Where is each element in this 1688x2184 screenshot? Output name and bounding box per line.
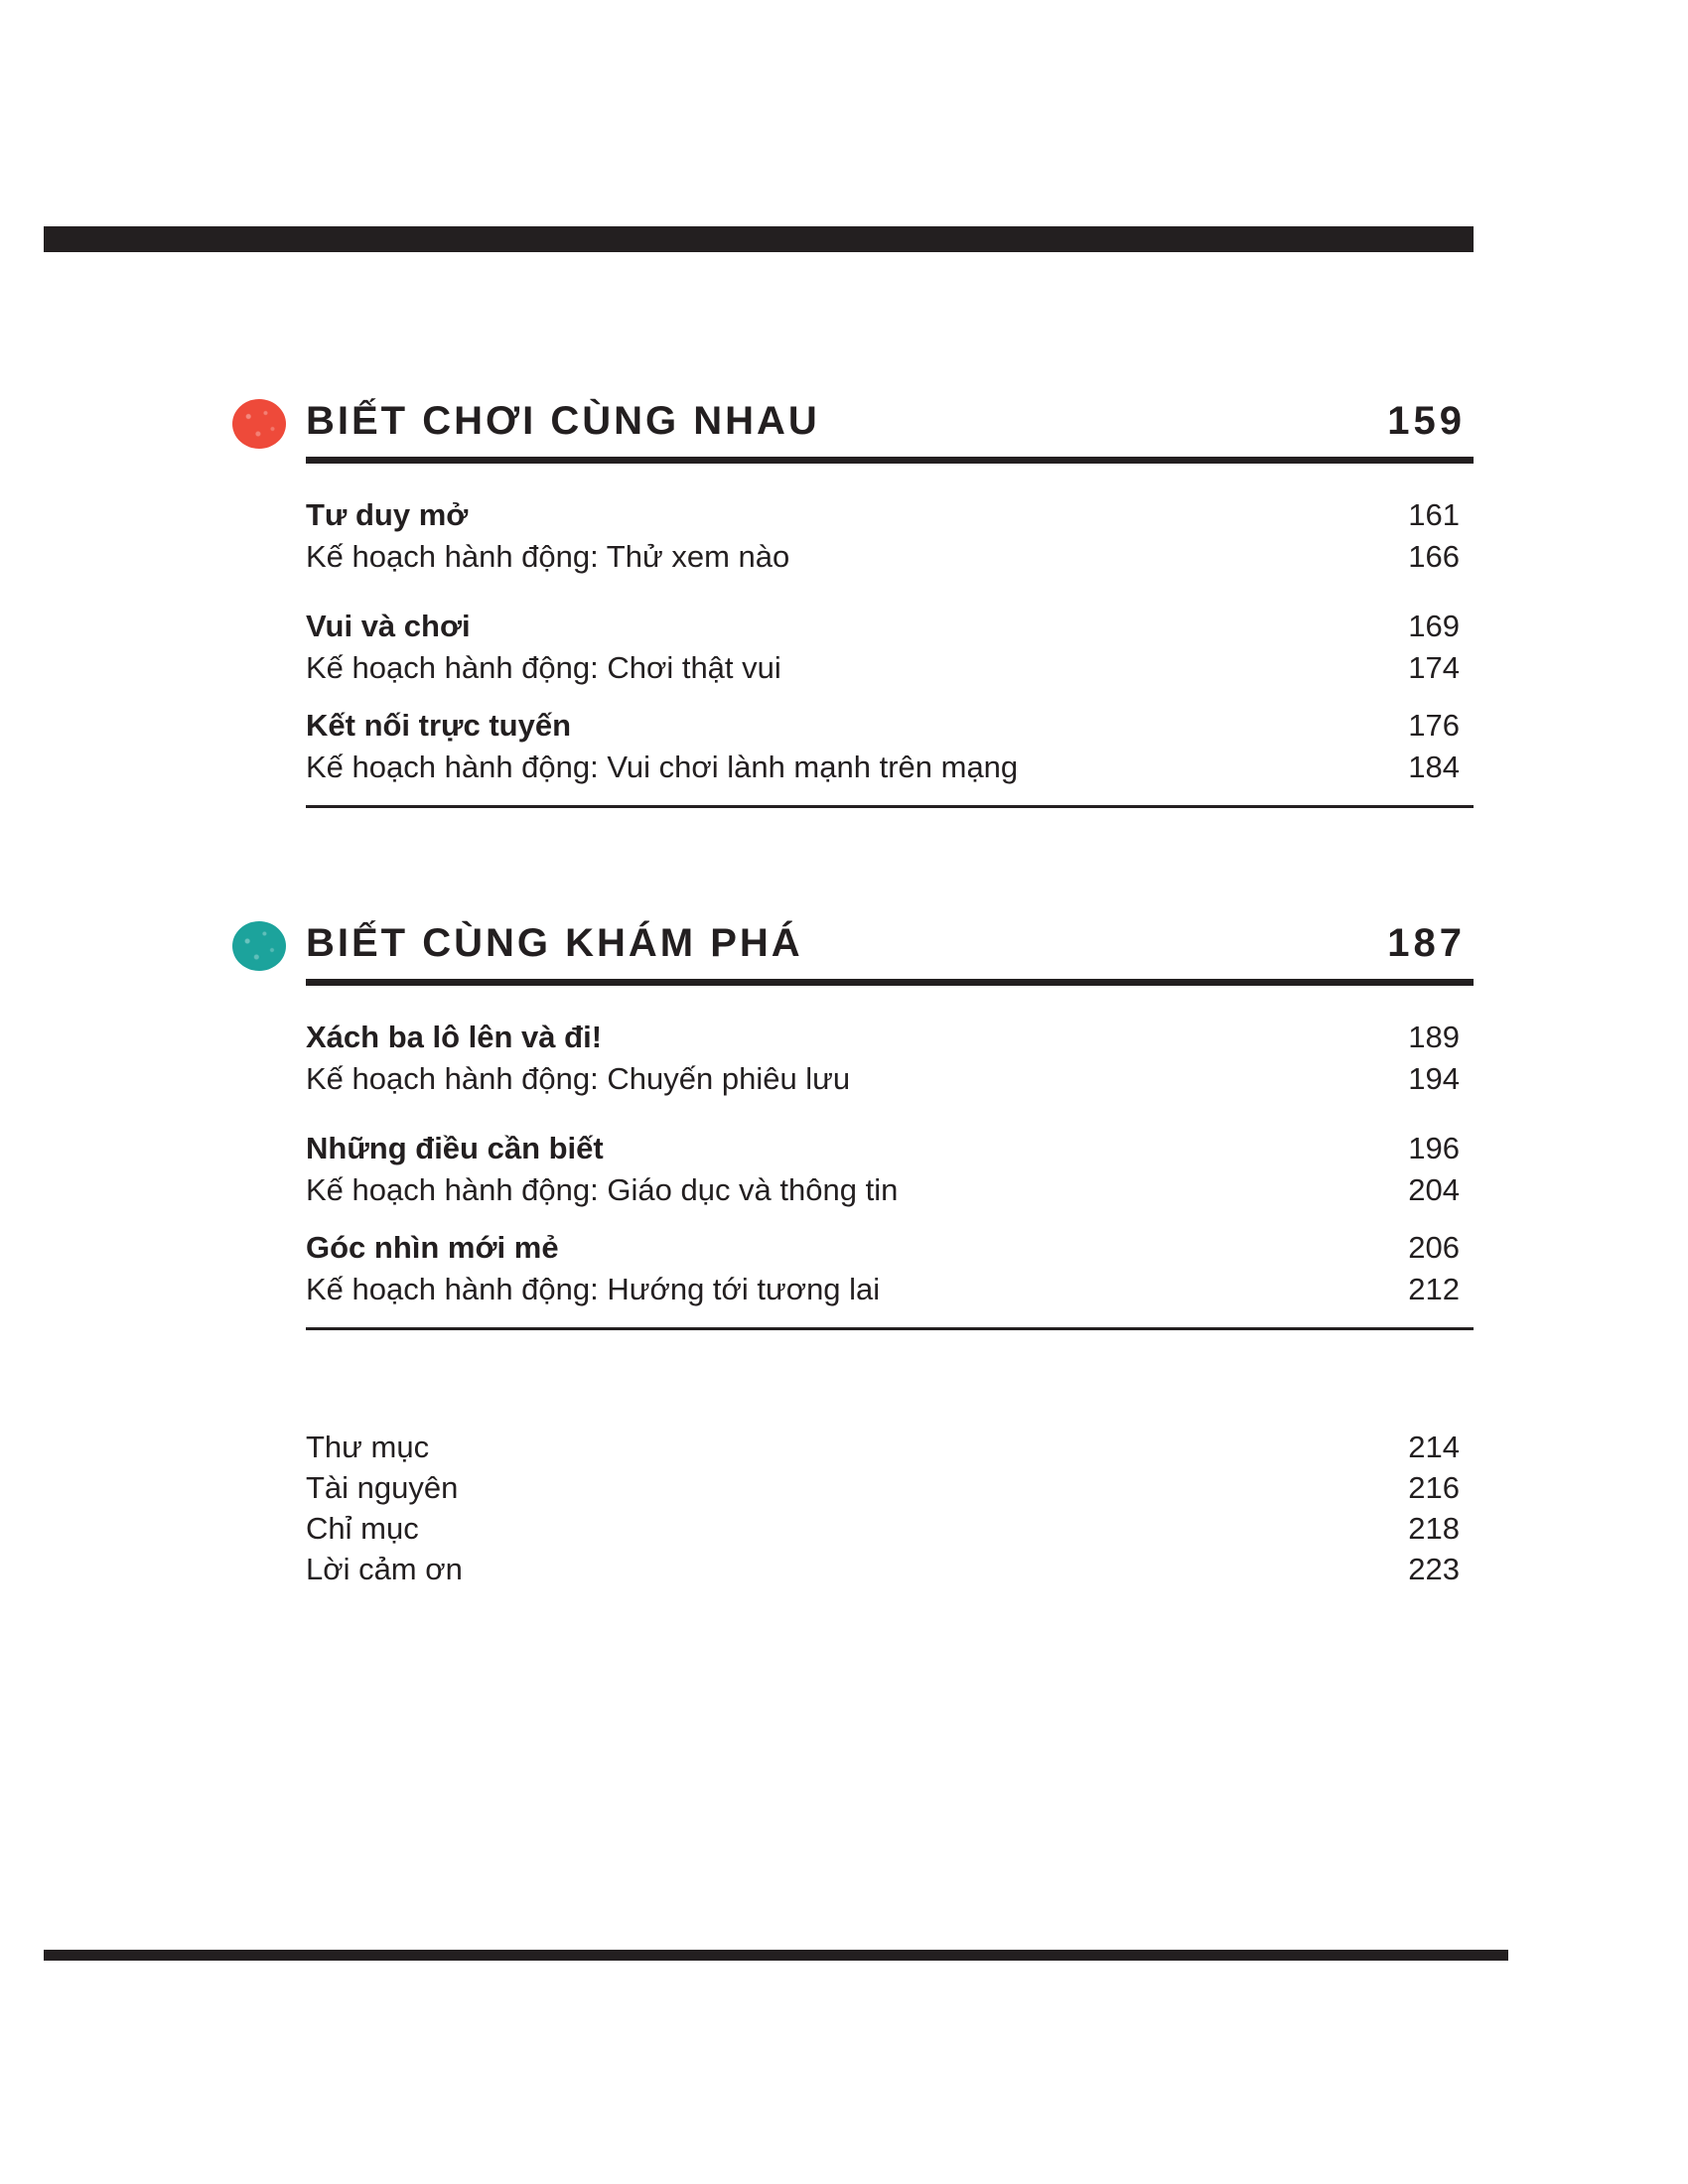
toc-subentry[interactable] [306,1272,1474,1313]
toc-entry-title: Tài nguyên [306,1470,459,1505]
toc-entry-title: Chỉ mục [306,1511,419,1546]
toc-subentry-page: 212 [1408,1272,1460,1306]
toc-entry-page: 161 [1408,497,1460,532]
toc-entry-bibliography[interactable] [306,1430,1474,1470]
toc-group [306,609,1474,692]
toc-subentry-page: 204 [1408,1172,1460,1207]
toc-subentry-title: Kế hoạch hành động: Hướng tới tương lai [306,1272,881,1306]
teal-dot-icon [232,921,286,971]
toc-subentry-title: Kế hoạch hành động: Chuyến phiêu lưu [306,1061,851,1096]
toc-entry[interactable] [306,1020,1474,1061]
toc-entry-title: Lời cảm ơn [306,1552,463,1586]
toc-subentry-title: Kế hoạch hành động: Giáo dục và thông tin [306,1172,899,1207]
toc-subentry[interactable] [306,539,1474,581]
toc-entry[interactable] [306,497,1474,539]
back-matter-list [306,1430,1474,1592]
toc-subentry-title: Kế hoạch hành động: Vui chơi lành mạnh trên mạng [306,750,1019,784]
toc-subentry[interactable] [306,650,1474,692]
top-decorative-bar [44,226,1474,252]
toc-entry-page: 218 [1408,1511,1460,1546]
toc-subentry-page: 194 [1408,1061,1460,1096]
section-header-rule [306,979,1474,986]
toc-entry-title: Xách ba lô lên và đi! [306,1020,603,1054]
section-title: BIẾT CHƠI CÙNG NHAU [306,399,820,443]
toc-entry-page: 189 [1408,1020,1460,1054]
toc-entry-page: 223 [1408,1552,1460,1586]
toc-group [306,708,1474,791]
toc-entry-page: 196 [1408,1131,1460,1165]
toc-group [306,1020,1474,1103]
toc-group [306,1131,1474,1214]
toc-subentry[interactable] [306,1061,1474,1103]
toc-entry[interactable] [306,1230,1474,1272]
toc-entry-acknowledgements[interactable] [306,1552,1474,1592]
toc-entry[interactable] [306,1131,1474,1172]
toc-entry-title: Vui và chơi [306,609,471,643]
toc-section-explore-together [306,919,1474,1330]
section-header-rule [306,457,1474,464]
toc-entry-title: Những điều cần biết [306,1131,604,1165]
toc-entry-page: 216 [1408,1470,1460,1505]
toc-entry-page: 214 [1408,1430,1460,1464]
toc-subentry[interactable] [306,750,1474,791]
toc-subentry-page: 174 [1408,650,1460,685]
toc-entry-title: Góc nhìn mới mẻ [306,1230,559,1265]
section-title: BIẾT CÙNG KHÁM PHÁ [306,921,803,965]
toc-entry-index[interactable] [306,1511,1474,1552]
toc-entry-resources[interactable] [306,1470,1474,1511]
toc-subentry-title: Kế hoạch hành động: Chơi thật vui [306,650,781,685]
section-entries [306,464,1474,805]
toc-subentry-page: 184 [1408,750,1460,784]
toc-entry-title: Tư duy mở [306,497,469,532]
toc-entry-title: Thư mục [306,1430,430,1464]
toc-group [306,497,1474,581]
section-header [306,919,1474,979]
section-page-number: 187 [1387,921,1466,965]
toc-entry-page: 206 [1408,1230,1460,1265]
toc-subentry-page: 166 [1408,539,1460,574]
toc-entry-page: 169 [1408,609,1460,643]
section-page-number: 159 [1387,399,1466,443]
toc-entry[interactable] [306,708,1474,750]
section-footer-rule [306,805,1474,808]
red-dot-icon [232,399,286,449]
section-header [306,397,1474,457]
bottom-decorative-bar [44,1950,1508,1961]
toc-entry[interactable] [306,609,1474,650]
toc-group [306,1230,1474,1313]
toc-subentry[interactable] [306,1172,1474,1214]
section-entries [306,986,1474,1327]
section-footer-rule [306,1327,1474,1330]
toc-entry-page: 176 [1408,708,1460,743]
toc-subentry-title: Kế hoạch hành động: Thử xem nào [306,539,790,574]
toc-entry-title: Kết nối trực tuyến [306,708,572,743]
toc-section-play-together [306,397,1474,808]
